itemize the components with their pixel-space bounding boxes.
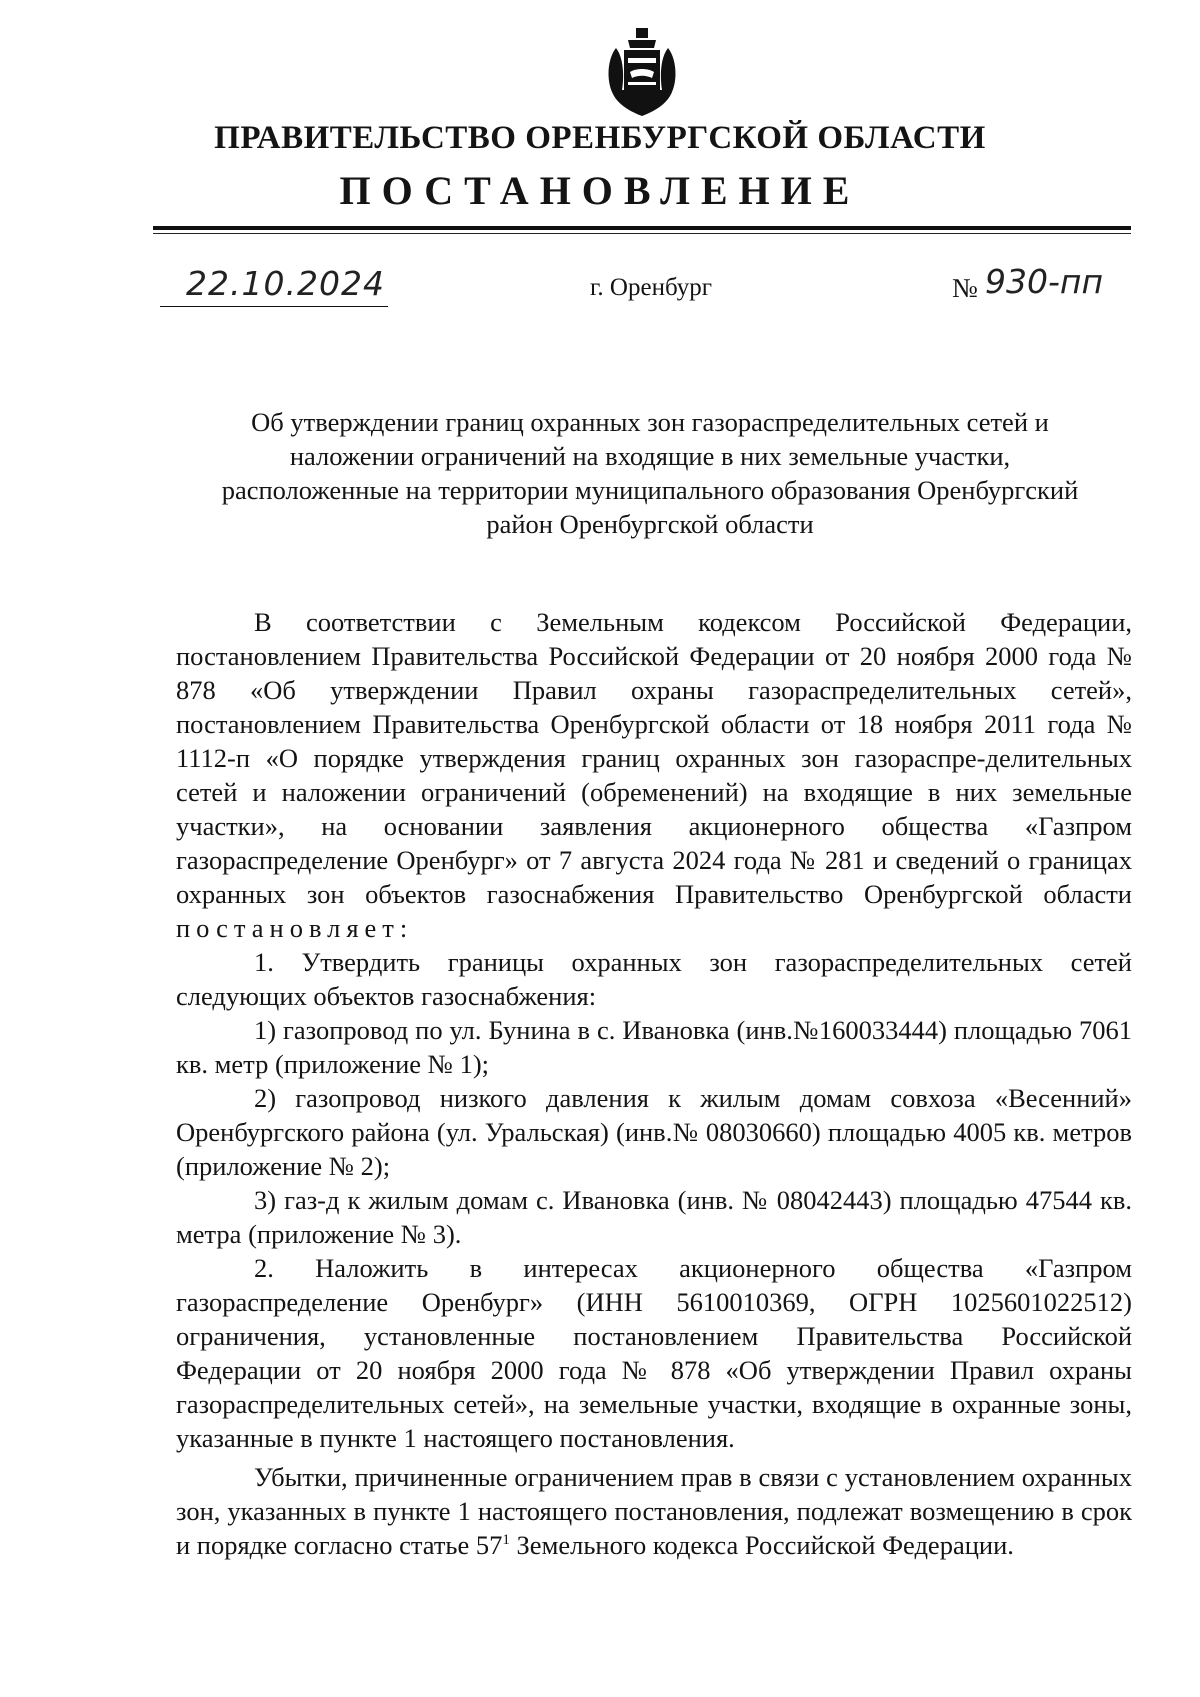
organization-title: ПРАВИТЕЛЬСТВО ОРЕНБУРГСКОЙ ОБЛАСТИ (214, 120, 986, 156)
item-1-subitem-2: 2) газопровод низкого давления к жилым домам совхоза «Весенний» Оренбургского района (ул. Уральская) (инв.№ 08030660) площадью 4005 кв. метров (приложение № 2); (176, 1083, 1132, 1181)
orenburg-coat-of-arms-icon (600, 28, 684, 120)
preamble-paragraph (176, 605, 1132, 945)
subject-line: Об утверждении границ охранных зон газораспределительных сетей и (251, 407, 1049, 437)
header-rule-thick (153, 226, 1131, 230)
subject-line: наложении ограничений на входящие в них земельные участки, (289, 441, 1011, 471)
preamble-text: В соответствии с Земельным кодексом Российской Федерации, постановлением Правительства Российской Федерации от 20 ноября 2000 года № 878 «Об утверждении Правил охраны газораспределительных сетей», постановлением Правительства Оренбургской области от 18 ноября 2011 года № 1112-п «О порядке утверждения границ охранных зон газораспре-делительных сетей и наложении ограничений (обременений) на входящие в них земельные участки», на основании заявления акционерного общества «Газпром газораспределение Оренбург» от 7 августа 2024 года № 281 и сведений о границах охранных зон объектов газоснабжения Правительство Оренбургской области (176, 607, 1132, 909)
item-2: 2. Наложить в интересах акционерного общества «Газпром газораспределение Оренбург» (ИНН 5610010369, ОГРН 1025601022512) ограничения, установленные постановлением Правительства Российской Федерации от 20 ноября 2000 года № 878 «Об утверждении Правил охраны газораспределительных сетей», на земельные участки, входящие в охранные зоны, указанные в пункте 1 настоящего постановления. (176, 1253, 1132, 1453)
header-rule-thin (153, 233, 1131, 234)
resolution-verb: постановляет (176, 913, 400, 943)
document-body (176, 605, 1132, 1562)
article-superscript: 1 (502, 1532, 510, 1549)
date-underline (160, 306, 388, 307)
document-number-label: № (952, 273, 978, 303)
preamble-colon: : (399, 913, 408, 943)
document-type: ПОСТАНОВЛЕНИЕ (339, 168, 861, 213)
item-1: 1. Утвердить границы охранных зон газораспределительных сетей следующих объектов газоснабжения: (176, 947, 1132, 1011)
item-1-subitem-3: 3) газ-д к жилым домам с. Ивановка (инв. № 08042443) площадью 47544 кв. метра (приложение № 3). (176, 1185, 1132, 1249)
losses-text: Убытки, причиненные ограничением прав в связи с установлением охранных зон, указанных в пункте 1 настоящего постановления, подлежат возмещению в срок и порядке согласно статье 57 (176, 1462, 1132, 1560)
subject-line: расположенные на территории муниципального образования Оренбургский (221, 475, 1079, 505)
document-subject (166, 405, 1134, 541)
losses-paragraph (176, 1460, 1132, 1562)
item-1-subitem-1: 1) газопровод по ул. Бунина в с. Ивановка (инв.№160033444) площадью 7061 кв. метр (приложение № 1); (176, 1015, 1132, 1079)
losses-text-end: Земельного кодекса Российской Федерации. (509, 1530, 1014, 1560)
document-date: 22.10.2024 (186, 264, 385, 303)
subject-line: район Оренбургской области (486, 509, 814, 539)
document-number: 930-пп (985, 262, 1104, 301)
document-city: г. Оренбург (590, 274, 712, 301)
